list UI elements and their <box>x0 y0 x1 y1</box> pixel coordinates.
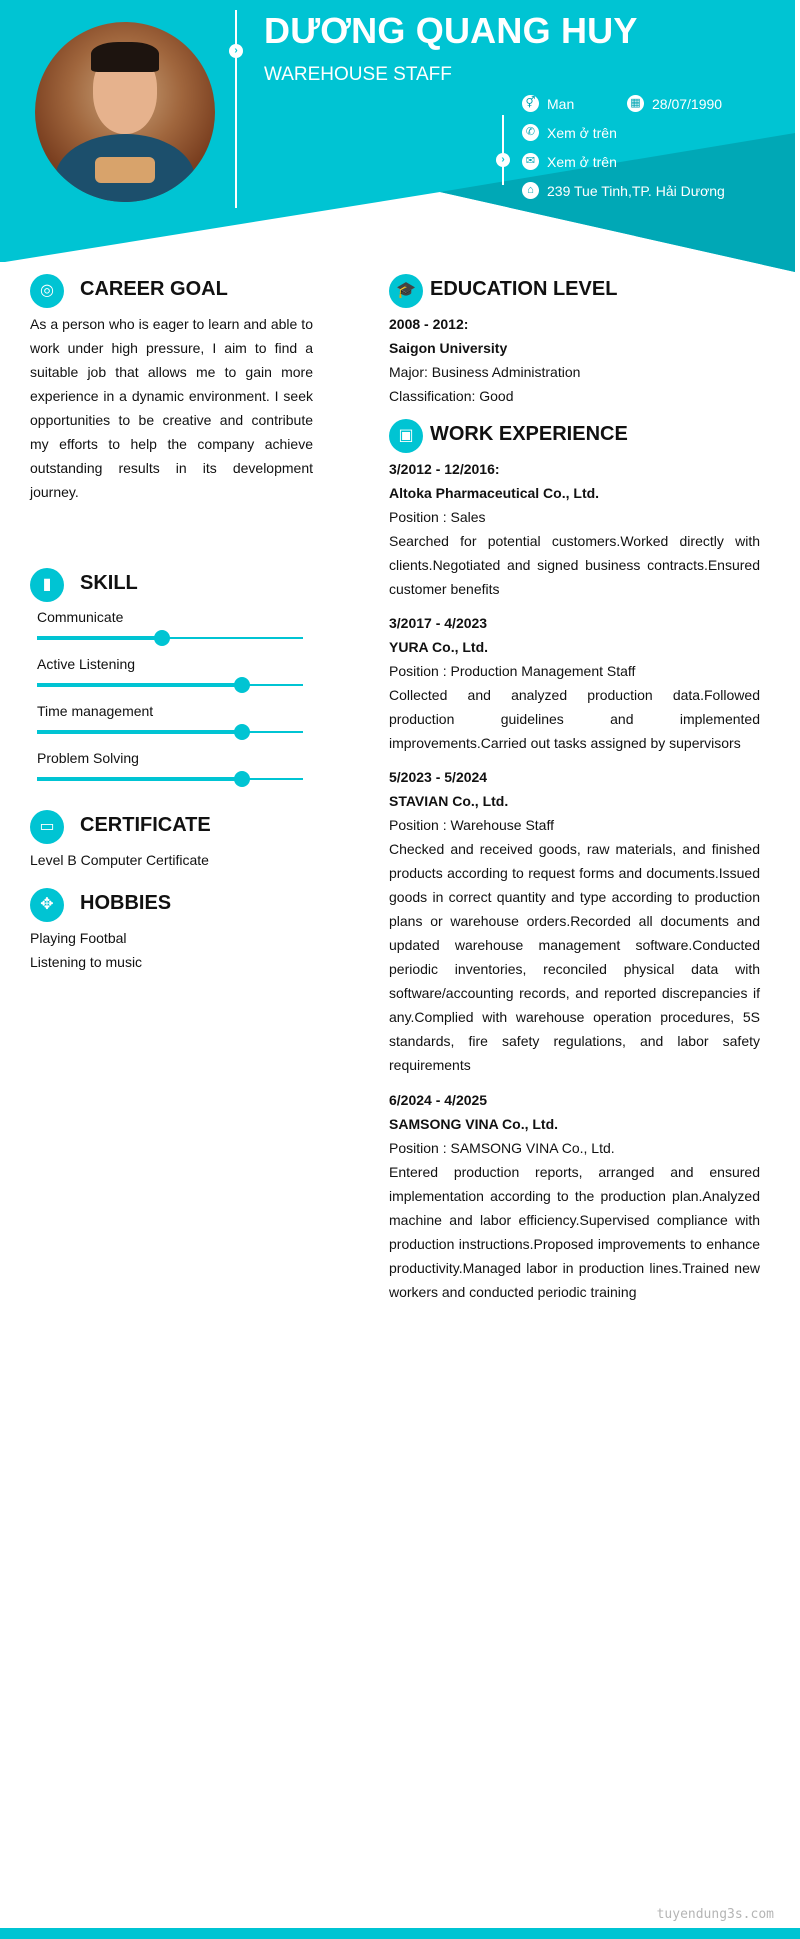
skill-knob <box>234 677 250 693</box>
skill-label: Active Listening <box>37 656 136 672</box>
header-divider-right <box>502 115 504 185</box>
job-period: 5/2023 - 5/2024 <box>389 769 488 785</box>
address-value: 239 Tue Tinh,TP. Hải Dương <box>547 182 725 199</box>
education-classification: Classification: Good <box>389 388 514 404</box>
certificate-item: Level B Computer Certificate <box>30 852 209 868</box>
bar-chart-icon: ▮ <box>30 568 64 602</box>
email-value: Xem ở trên <box>547 153 617 170</box>
job-company: STAVIAN Co., Ltd. <box>389 793 509 809</box>
gender-value: Man <box>547 95 575 112</box>
skill-knob <box>154 630 170 646</box>
job-period: 3/2017 - 4/2023 <box>389 615 488 631</box>
skill-bar <box>37 731 303 733</box>
home-icon: ⌂ <box>522 182 539 199</box>
career-goal-heading: CAREER GOAL <box>80 278 228 300</box>
skill-bar <box>37 684 303 686</box>
job-description: Checked and received goods, raw materials, and finished products according to request forms and documents.Issued goods in correct quantity and type according to production plans or warehouse orders.Recorded all documents and updated warehouse management software.Conducted periodic inventories, reconciled physical data with software/accounting records, and reported discrepancies if any.Complied with warehouse operation procedures, 5S standards, fire safety regulations, and labor safety requirements <box>389 841 760 1073</box>
calendar-icon: ▦ <box>627 95 644 112</box>
gender-info <box>522 95 574 112</box>
watermark: tuyendung3s.com <box>656 1907 774 1922</box>
birthdate-value: 28/07/1990 <box>652 95 723 112</box>
phone-info <box>522 124 617 141</box>
hobbies-heading: HOBBIES <box>80 892 172 914</box>
footer-bar <box>0 1928 800 1939</box>
gender-icon: ⚥ <box>522 95 539 112</box>
hobby-item: Playing Footbal <box>30 930 127 946</box>
monitor-icon: ▭ <box>30 810 64 844</box>
briefcase-icon: ▣ <box>389 419 423 453</box>
candidate-title: WAREHOUSE STAFF <box>264 64 452 85</box>
education-major: Major: Business Administration <box>389 364 581 380</box>
skill-label: Communicate <box>37 609 124 625</box>
job-position: Position : Sales <box>389 509 486 525</box>
header-divider-left <box>235 10 237 208</box>
phone-icon: ✆ <box>522 124 539 141</box>
skill-label: Problem Solving <box>37 750 139 766</box>
job-period: 3/2012 - 12/2016: <box>389 461 500 477</box>
chevron-right-icon: › <box>229 44 243 58</box>
job-description: Searched for potential customers.Worked directly with clients.Negotiated and signed business contracts.Ensured customer benefits <box>389 533 760 597</box>
gamepad-icon: ✥ <box>30 888 64 922</box>
job-company: YURA Co., Ltd. <box>389 639 489 655</box>
job-company: Altoka Pharmaceutical Co., Ltd. <box>389 485 600 501</box>
skill-bar <box>37 778 303 780</box>
graduation-cap-icon: 🎓 <box>389 274 423 308</box>
job-period: 6/2024 - 4/2025 <box>389 1092 488 1108</box>
job-description: Entered production reports, arranged and ensured implementation according to the production plan.Analyzed machine and labor efficiency.Supervised compliance with production instructions.Proposed improvements to enhance productivity.Managed labor in production lines.Trained new workers and conducted periodic training <box>389 1164 760 1300</box>
education-school: Saigon University <box>389 340 508 356</box>
phone-value: Xem ở trên <box>547 124 617 141</box>
work-experience-heading: WORK EXPERIENCE <box>430 423 628 445</box>
address-info <box>522 182 725 199</box>
job-position: Position : Production Management Staff <box>389 663 636 679</box>
mail-icon: ✉ <box>522 153 539 170</box>
job-company: SAMSONG VINA Co., Ltd. <box>389 1116 559 1132</box>
hobby-item: Listening to music <box>30 954 143 970</box>
job-position: Position : Warehouse Staff <box>389 817 554 833</box>
skill-heading: SKILL <box>80 572 138 594</box>
skill-knob <box>234 771 250 787</box>
skill-label: Time management <box>37 703 154 719</box>
target-icon: ◎ <box>30 274 64 308</box>
skill-knob <box>234 724 250 740</box>
education-period: 2008 - 2012: <box>389 316 469 332</box>
candidate-name: DƯƠNG QUANG HUY <box>264 10 638 51</box>
education-heading: EDUCATION LEVEL <box>430 278 618 300</box>
career-goal-text: As a person who is eager to learn and able to work under high pressure, I aim to find a suitable job that allows me to gain more experience in a dynamic environment. I seek opportunities to be creative and contribute my efforts to help the company achieve outstanding results in its development journey. <box>30 316 313 500</box>
job-position: Position : SAMSONG VINA Co., Ltd. <box>389 1140 615 1156</box>
profile-photo <box>35 22 215 202</box>
skill-bar <box>37 637 303 639</box>
email-info <box>522 153 617 170</box>
birthdate-info <box>627 95 722 112</box>
chevron-right-icon: › <box>496 153 510 167</box>
job-description: Collected and analyzed production data.Followed production guidelines and implemented improvements.Carried out tasks assigned by supervisors <box>389 687 760 751</box>
certificate-heading: CERTIFICATE <box>80 814 211 836</box>
